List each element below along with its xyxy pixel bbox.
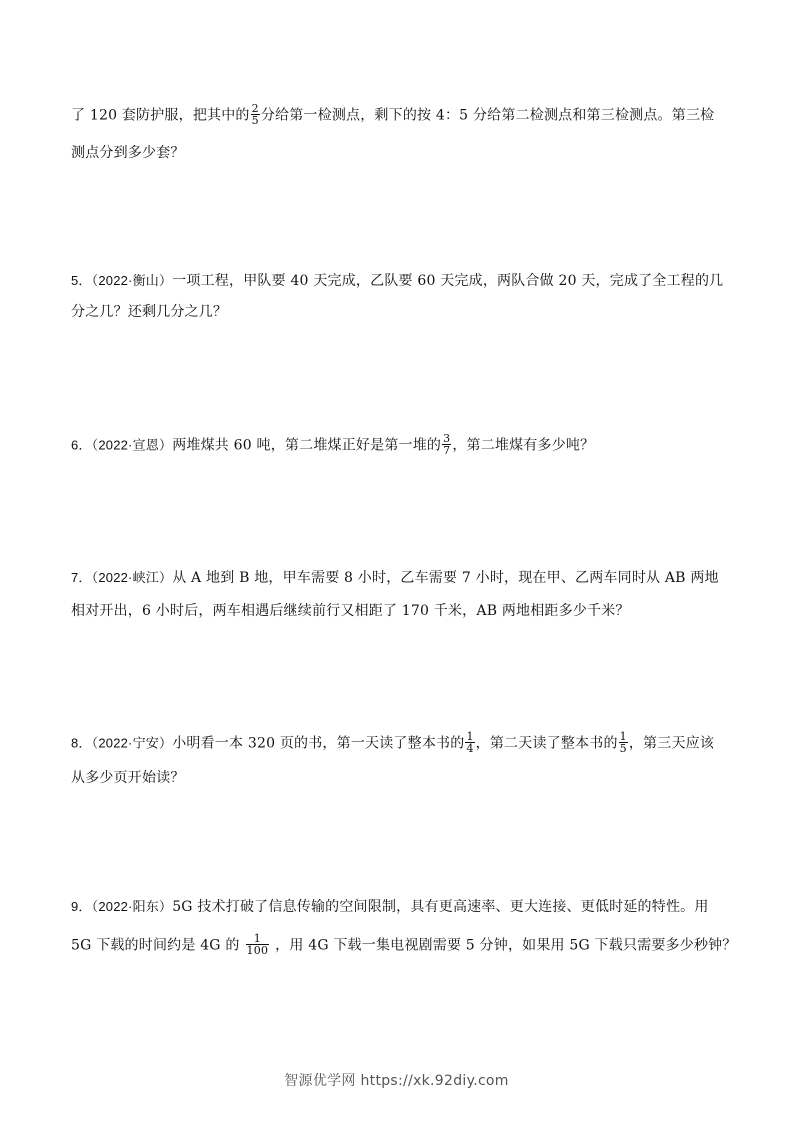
problem-7-text-b: 相对开出，6 小时后，两车相遇后继续前行又相距了 170 千米，AB 两地相距多少千米？ — [71, 603, 630, 619]
problem-8-line-1 — [71, 732, 714, 755]
fraction-one-fifth — [619, 731, 628, 754]
problem-7-number: 7． — [71, 570, 92, 585]
fraction-denominator: 5 — [251, 114, 259, 127]
problem-5-text-a: 一项工程，甲队要 40 天完成，乙队要 60 天完成，两队合做 20 天，完成了全工程的几 — [172, 273, 724, 289]
problem-7-line-2 — [71, 601, 630, 621]
problem-6-number: 6． — [71, 437, 92, 453]
fraction-numerator: 1 — [619, 730, 627, 743]
problem-4-text-b: 分给第一检测点，剩下的按 4：5 分给第二检测点和第三检测点。第三检 — [260, 107, 715, 124]
fraction-one-hundredth — [246, 933, 270, 956]
problem-7-line-1 — [71, 568, 719, 588]
problem-7-source: （2022·峡江） — [91, 570, 173, 585]
problem-6-text-b: ，第二堆煤有多少吨？ — [452, 437, 595, 454]
problem-8-line-2 — [71, 768, 185, 788]
problem-8-text-b: ，第二天读了整本书的 — [475, 735, 618, 752]
problem-7-text-a: 从 A 地到 B 地，甲车需要 8 小时，乙车需要 7 小时，现在甲、乙两车同时从 AB 两地 — [172, 570, 719, 586]
fraction-numerator: 1 — [253, 932, 261, 945]
fraction-three-sevenths — [442, 433, 451, 456]
problem-9-source: （2022·阳东） — [91, 899, 173, 914]
problem-9-line-2 — [71, 934, 737, 957]
problem-4-text-c: 测点分到多少套？ — [71, 145, 185, 161]
problem-9-number: 9． — [71, 899, 92, 914]
problem-8-source: （2022·宁安） — [91, 735, 173, 751]
fraction-denominator: 5 — [619, 742, 627, 755]
problem-9-text-a: 5G 技术打破了信息传输的空间限制，具有更高速率、更大连接、更低时延的特性。用 — [172, 899, 709, 915]
problem-4-line-1 — [71, 104, 714, 127]
fraction-numerator: 3 — [443, 432, 451, 445]
problem-5-source: （2022·衡山） — [91, 273, 173, 288]
problem-5-number: 5． — [71, 273, 92, 288]
problem-4-text-a: 了 120 套防护服，把其中的 — [71, 107, 250, 124]
fraction-denominator: 7 — [443, 444, 451, 457]
problem-8-text-a: 小明看一本 320 页的书，第一天读了整本书的 — [172, 735, 465, 752]
fraction-numerator: 1 — [466, 730, 474, 743]
problem-5-line-2 — [71, 302, 227, 322]
problem-9-line-1 — [71, 897, 709, 917]
footer-watermark: 智源优学网 https://xk.92diy.com — [284, 1073, 509, 1089]
fraction-denominator: 4 — [466, 742, 474, 755]
problem-6-source: （2022·宣恩） — [91, 437, 173, 453]
problem-6-text-a: 两堆煤共 60 吨，第二堆煤正好是第一堆的 — [172, 437, 442, 454]
problem-8-text-d: 从多少页开始读？ — [71, 770, 185, 786]
problem-9-text-c: ，用 4G 下载一集电视剧需要 5 分钟，如果用 5G 下载只需要多少秒钟？ — [275, 937, 737, 954]
problem-9-text-b: 5G 下载的时间约是 4G 的 — [71, 937, 240, 954]
problem-8-number: 8． — [71, 735, 92, 751]
problem-5-text-b: 分之几？还剩几分之几？ — [71, 304, 228, 320]
fraction-two-fifths — [251, 103, 260, 126]
fraction-one-quarter — [465, 731, 474, 754]
problem-8-text-c: ，第三天应该 — [628, 735, 715, 752]
fraction-denominator: 100 — [246, 944, 269, 957]
problem-6-line-1 — [71, 434, 594, 457]
problem-5-line-1 — [71, 271, 723, 291]
fraction-numerator: 2 — [251, 102, 259, 115]
problem-4-line-2 — [71, 143, 185, 163]
